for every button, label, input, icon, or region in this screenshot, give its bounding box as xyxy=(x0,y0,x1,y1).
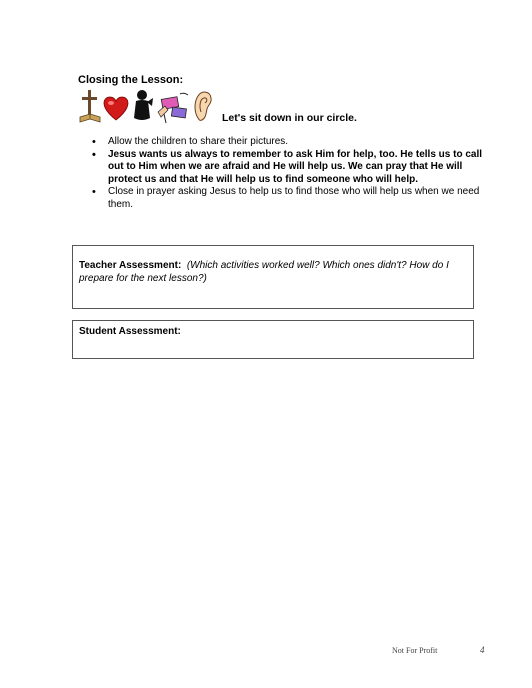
cross-with-bible-icon xyxy=(78,88,102,124)
icon-caption: Let's sit down in our circle. xyxy=(222,112,357,124)
ear-icon xyxy=(192,88,214,124)
bullet-list xyxy=(78,136,488,211)
bullet-item: • Jesus wants us always to remember to ask Him for help, too. He tells us to call out to Him when we are afraid and He will help us. We can pray that He will protect us and that He will help us to find someone who will help. xyxy=(78,149,488,187)
teacher-assessment-text xyxy=(79,260,465,285)
footer-note: Not For Profit xyxy=(392,646,438,655)
heart-icon xyxy=(102,94,130,124)
student-assessment-box[interactable] xyxy=(72,320,474,359)
rebus-icon-row xyxy=(78,88,214,124)
student-assessment-label: Student Assessment: xyxy=(79,326,181,337)
teacher-assessment-note: (Which activities worked well? Which ones didn't? How do I prepare for the next lesson?) xyxy=(79,260,449,284)
teacher-assessment-box[interactable] xyxy=(72,245,474,309)
helping-hands-icon xyxy=(156,90,192,124)
praying-child-icon xyxy=(130,88,156,124)
teacher-assessment-label: Teacher Assessment: xyxy=(79,260,182,271)
student-assessment-text xyxy=(79,326,465,339)
bullet-item: • Allow the children to share their pictures. xyxy=(78,136,488,149)
section-heading: Closing the Lesson: xyxy=(78,74,184,86)
bullet-item: • Close in prayer asking Jesus to help us to find those who will help us when we need them. xyxy=(78,186,488,211)
page-number: 4 xyxy=(480,645,485,655)
